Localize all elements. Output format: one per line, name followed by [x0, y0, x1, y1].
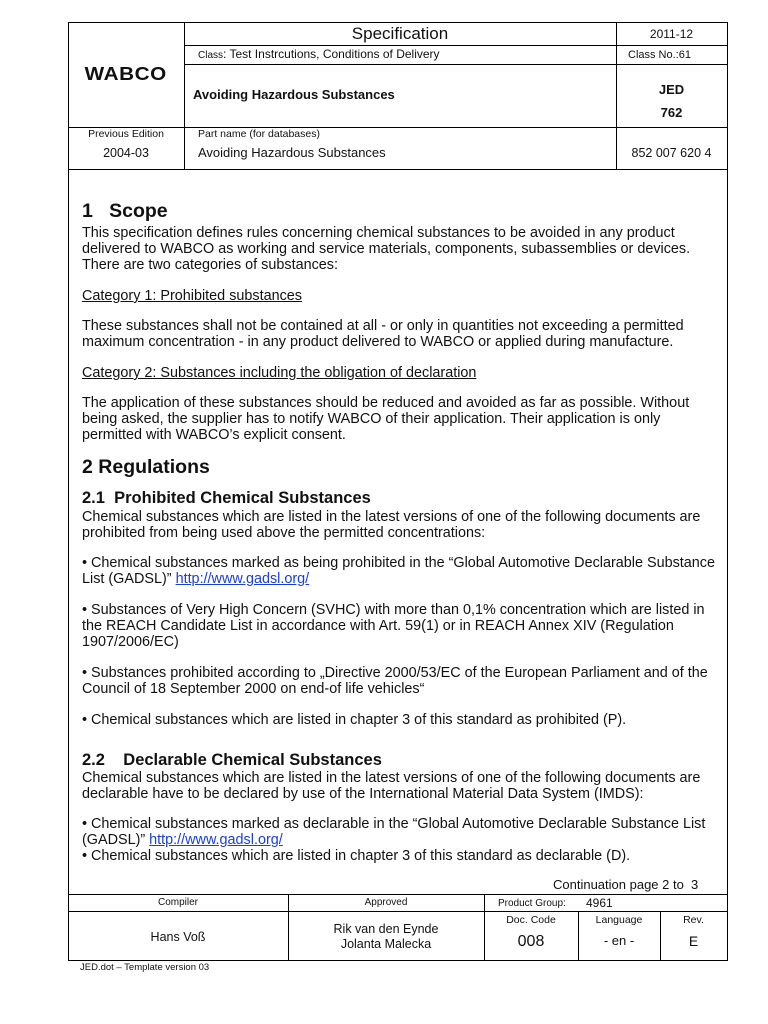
spec-title: Specification [351, 24, 449, 43]
section-2-2-heading: 2.2 Declarable Chemical Substances [82, 751, 382, 769]
product-group-label: Product Group: [498, 898, 566, 909]
document-title: Avoiding Hazardous Substances [193, 87, 395, 102]
template-note: JED.dot – Template version 03 [80, 962, 210, 973]
bullet-gadsl-prohibited-text: • Chemical substances marked as being prohibited in the “Global Automotive Declarable Substance List (GADSL)” [82, 555, 715, 587]
bullet-chapter3-prohibited: • Chemical substances which are listed in chapter 3 of this standard as prohibited (P). [82, 712, 627, 728]
bullet-gadsl-declarable-text: • Chemical substances marked as declarable in the “Global Automotive Declarable Substance List (GADSL)” [82, 816, 706, 848]
language-label: Language [595, 914, 643, 926]
compiler-label: Compiler [157, 897, 198, 908]
regulations-heading: 2 Regulations [82, 456, 210, 478]
section-2-2-intro: Chemical substances which are listed in the latest versions of one of the following documents are declarable have to be declared by use of the International Material Data System (IMDS): [82, 770, 701, 802]
class-number: Class No.:61 [628, 49, 691, 61]
bullet-svhc: • Substances of Very High Concern (SVHC) with more than 0,1% concentration which are listed in the REACH Candidate List in accordance with Art. 59(1) or in REACH Annex XIV (Regulation 1907/2006/EC) [82, 602, 705, 650]
class-value: : Test Instrcutions, Conditions of Delivery [223, 47, 440, 61]
code-prefix: JED [658, 82, 685, 97]
bullet-chapter3-declarable: • Chemical substances which are listed in chapter 3 of this standard as declarable (D). [82, 848, 631, 864]
product-group-value: 4961 [586, 896, 613, 910]
approved-label: Approved [364, 897, 408, 908]
revision-label: Rev. [683, 914, 704, 926]
part-name-value: Avoiding Hazardous Substances [198, 145, 386, 160]
previous-edition-value: 2004-03 [103, 146, 149, 160]
continuation-note: Continuation page 2 to 3 [553, 877, 699, 892]
gadsl-link-2[interactable]: http://www.gadsl.org/ [149, 832, 283, 848]
part-number: 852 007 620 4 [631, 146, 712, 160]
section-2-1-heading: 2.1 Prohibited Chemical Substances [82, 489, 371, 507]
scope-heading: 1 Scope [82, 200, 168, 222]
class-line [198, 47, 440, 61]
wabco-logo-text: WABCO [84, 64, 168, 84]
revision-value: E [688, 933, 699, 949]
approved-line-2: Jolanta Malecka [340, 937, 432, 951]
issue-date: 2011-12 [649, 27, 694, 41]
category-2-text: The application of these substances should be reduced and avoided as far as possible. Without being asked, the supplier has to notify WABCO of their application. Their application is only permitted with WABCO’s explicit consent. [82, 395, 690, 443]
part-name-label: Part name (for databases) [198, 128, 320, 140]
class-label: Class [198, 50, 224, 61]
bullet-directive: • Substances prohibited according to „Directive 2000/53/EC of the European Parliament and of the Council of 18 September 2000 on end-of life vehicles“ [82, 665, 708, 697]
approved-line-1: Rik van den Eynde [333, 922, 439, 936]
category-2-label: Category 2: Substances including the obligation of declaration [82, 365, 477, 381]
scope-paragraph: This specification defines rules concerning chemical substances to be avoided in any product delivered to WABCO as working and service materials, components, subassemblies or devices. There are two categories of substances: [82, 225, 691, 273]
category-1-label: Category 1: Prohibited substances [82, 288, 302, 304]
code-number: 762 [660, 105, 683, 120]
section-2-1-intro: Chemical substances which are listed in the latest versions of one of the following documents are prohibited from being used above the permitted concentrations: [82, 509, 701, 541]
gadsl-link[interactable]: http://www.gadsl.org/ [175, 571, 310, 587]
category-1-text: These substances shall not be contained at all - or only in quantities not exceeding a permitted maximum concentration - in any product delivered to WABCO or applied during manufacture. [82, 318, 684, 350]
bullet-gadsl-prohibited [82, 555, 722, 587]
compiler-value: Hans Voß [150, 930, 206, 944]
previous-edition-label: Previous Edition [88, 128, 164, 140]
wabco-logo [68, 64, 184, 85]
bullet-gadsl-declarable [82, 816, 722, 848]
language-value: - en - [603, 933, 635, 948]
doc-code-label: Doc. Code [506, 914, 556, 926]
doc-code-value: 008 [517, 933, 545, 950]
